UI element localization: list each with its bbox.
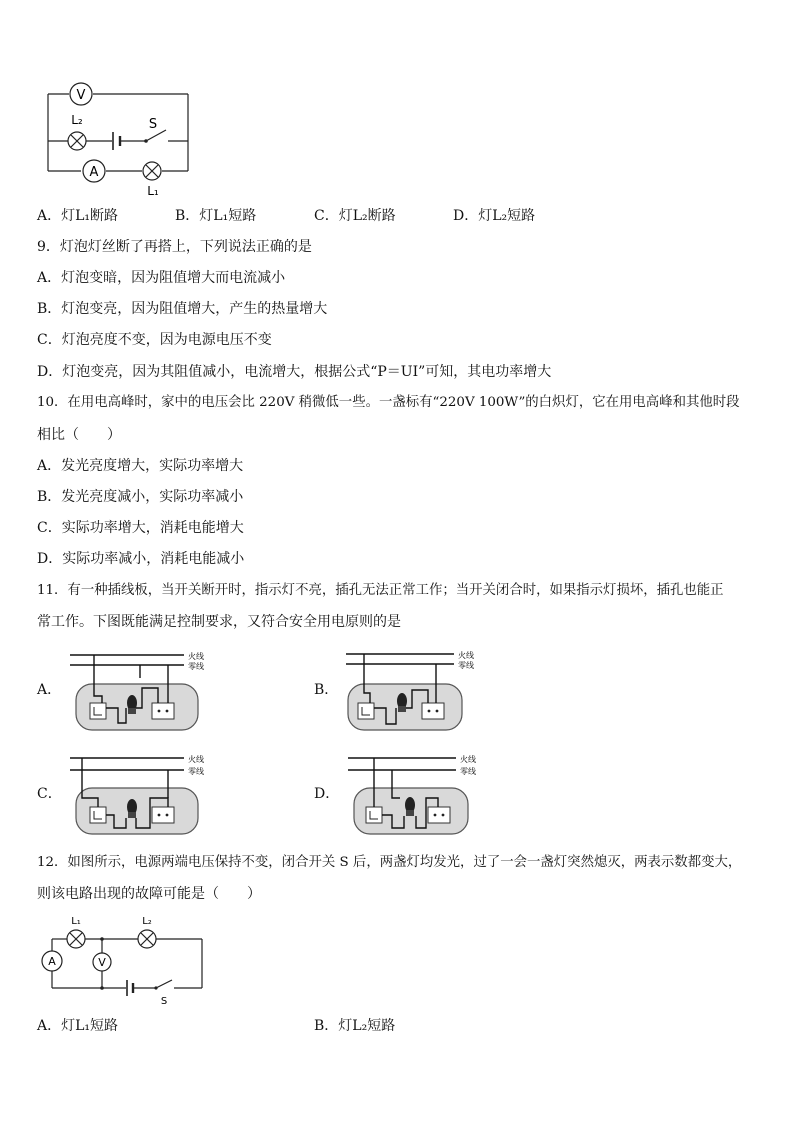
- q11-stem-line2: 常工作。下图既能满足控制要求，又符合安全用电原则的是: [37, 614, 401, 630]
- q8-circuit-diagram: [40, 78, 200, 198]
- q12-circuit-diagram: [36, 910, 216, 1006]
- ammeter-label: A: [89, 165, 99, 180]
- q12-stem-line1: 12．如图所示，电源两端电压保持不变，闭合开关 S 后，两盏灯均发光，过了一会一盏灯突然熄灭，两表示数都变大，: [37, 855, 742, 870]
- q10-option-c[interactable]: C．实际功率增大，消耗电能增大: [37, 520, 244, 536]
- q11-diagram-c[interactable]: [68, 752, 218, 838]
- switch-label: S: [148, 117, 158, 132]
- q12-stem-line2: 则该电路出现的故障可能是（ ）: [37, 886, 261, 902]
- q10-option-a[interactable]: A．发光亮度增大，实际功率增大: [37, 458, 244, 474]
- q11-stem-line1: 11．有一种插线板，当开关断开时，指示灯不亮，插孔无法正常工作；当开关闭合时，如果指示灯损坏，插孔也能正: [37, 583, 724, 598]
- q8-option-d[interactable]: D．灯L₂短路: [453, 208, 536, 224]
- q12-option-a[interactable]: A．灯L₁短路: [37, 1018, 119, 1034]
- q11-option-c-label[interactable]: C．: [37, 786, 62, 802]
- q12-option-b[interactable]: B．灯L₂短路: [314, 1018, 396, 1034]
- switch-label: S: [160, 996, 168, 1006]
- svg-text:零线: 零线: [458, 661, 474, 670]
- q10-stem-line2: 相比（ ）: [37, 427, 121, 443]
- q9-option-b[interactable]: B．灯泡变亮，因为阻值增大，产生的热量增大: [37, 301, 328, 317]
- lamp-l2-label: L₂: [71, 113, 83, 127]
- svg-text:火线: 火线: [188, 652, 204, 661]
- q10-option-b[interactable]: B．发光亮度减小，实际功率减小: [37, 489, 244, 505]
- lamp-l2-label: L₂: [142, 916, 152, 927]
- lamp-l1-label: L₁: [71, 916, 81, 927]
- svg-text:火线: 火线: [460, 755, 476, 764]
- q11-option-b-label[interactable]: B．: [314, 682, 339, 698]
- ammeter-label: A: [48, 955, 56, 968]
- svg-text:零线: 零线: [188, 767, 204, 776]
- q11-option-d-label[interactable]: D．: [314, 786, 340, 802]
- q11-option-a-label[interactable]: A．: [37, 682, 62, 698]
- q9-stem: 9．灯泡灯丝断了再搭上，下列说法正确的是: [37, 239, 312, 255]
- q8-option-a[interactable]: A．灯L₁断路: [37, 208, 119, 224]
- q9-option-c[interactable]: C．灯泡亮度不变，因为电源电压不变: [37, 332, 272, 348]
- voltmeter-label: V: [76, 88, 86, 103]
- q11-diagram-d[interactable]: [340, 752, 490, 838]
- q10-stem-line1: 10．在用电高峰时，家中的电压会比 220V 稍微低一些。一盏标有“220V 100W”的白炽灯，它在用电高峰和其他时段: [37, 395, 740, 410]
- svg-text:火线: 火线: [458, 651, 474, 660]
- voltmeter-label: V: [98, 956, 106, 969]
- lamp-l1-label: L₁: [147, 184, 159, 198]
- q10-option-d[interactable]: D．实际功率减小，消耗电能减小: [37, 551, 245, 567]
- q11-diagram-b[interactable]: [340, 648, 490, 734]
- q8-option-c[interactable]: C．灯L₂断路: [314, 208, 396, 224]
- svg-text:零线: 零线: [188, 662, 204, 671]
- q9-option-d[interactable]: D．灯泡变亮，因为其阻值减小，电流增大，根据公式“P＝UI”可知，其电功率增大: [37, 364, 552, 380]
- q8-option-b[interactable]: B．灯L₁短路: [175, 208, 257, 224]
- q11-diagram-a[interactable]: [68, 648, 218, 734]
- q9-option-a[interactable]: A．灯泡变暗，因为阻值增大而电流减小: [37, 270, 286, 286]
- svg-text:火线: 火线: [188, 755, 204, 764]
- svg-text:零线: 零线: [460, 767, 476, 776]
